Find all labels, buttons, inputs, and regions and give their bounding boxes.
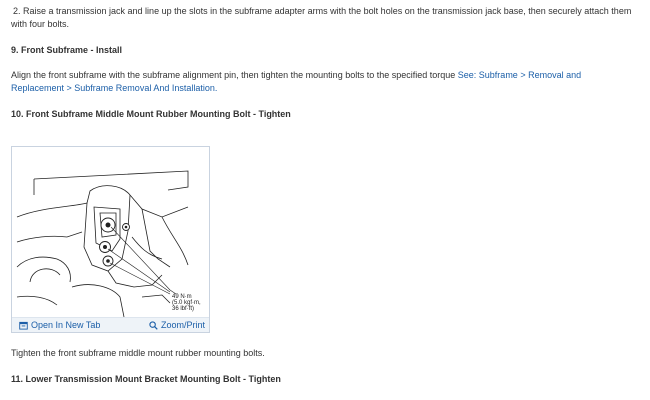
step-9-text [11, 69, 611, 95]
step-10-text: Tighten the front subframe middle mount rubber mounting bolts. [11, 348, 265, 358]
mount-bolt-figure [11, 146, 210, 333]
magnifier-icon [149, 321, 158, 330]
step-9-body: Align the front subframe with the subframe alignment pin, then tighten the mounting bolts to the specified torque [11, 70, 456, 80]
zoom-print-button[interactable] [149, 320, 205, 330]
torque-value-line-3: 36 lbf·ft) [172, 306, 195, 312]
subframe-removal-link[interactable]: See: Subframe > Removal and Replacement > Subframe Removal And Installation. [11, 70, 582, 93]
torque-value-line-2: (5.0 kgf·m, [172, 300, 201, 306]
step-9-heading: 9. Front Subframe - Install [11, 45, 123, 55]
open-in-new-tab-label: Open In New Tab [31, 320, 101, 330]
step-11-heading: 11. Lower Transmission Mount Bracket Mounting Bolt - Tighten [11, 374, 281, 384]
open-in-new-tab-icon [19, 321, 28, 330]
step-10-heading: 10. Front Subframe Middle Mount Rubber Mounting Bolt - Tighten [11, 109, 291, 119]
figure-action-bar [12, 317, 209, 332]
torque-value-line-1: 49 N·m [172, 294, 192, 300]
step-2-text: 2. Raise a transmission jack and line up the slots in the subframe adapter arms with the bolt holes on the transmission jack base, then securely attach them with four bolts. [11, 6, 632, 29]
zoom-print-label: Zoom/Print [161, 320, 206, 330]
subframe-mount-illustration[interactable] [12, 147, 209, 317]
open-in-new-tab-button[interactable] [19, 320, 100, 330]
